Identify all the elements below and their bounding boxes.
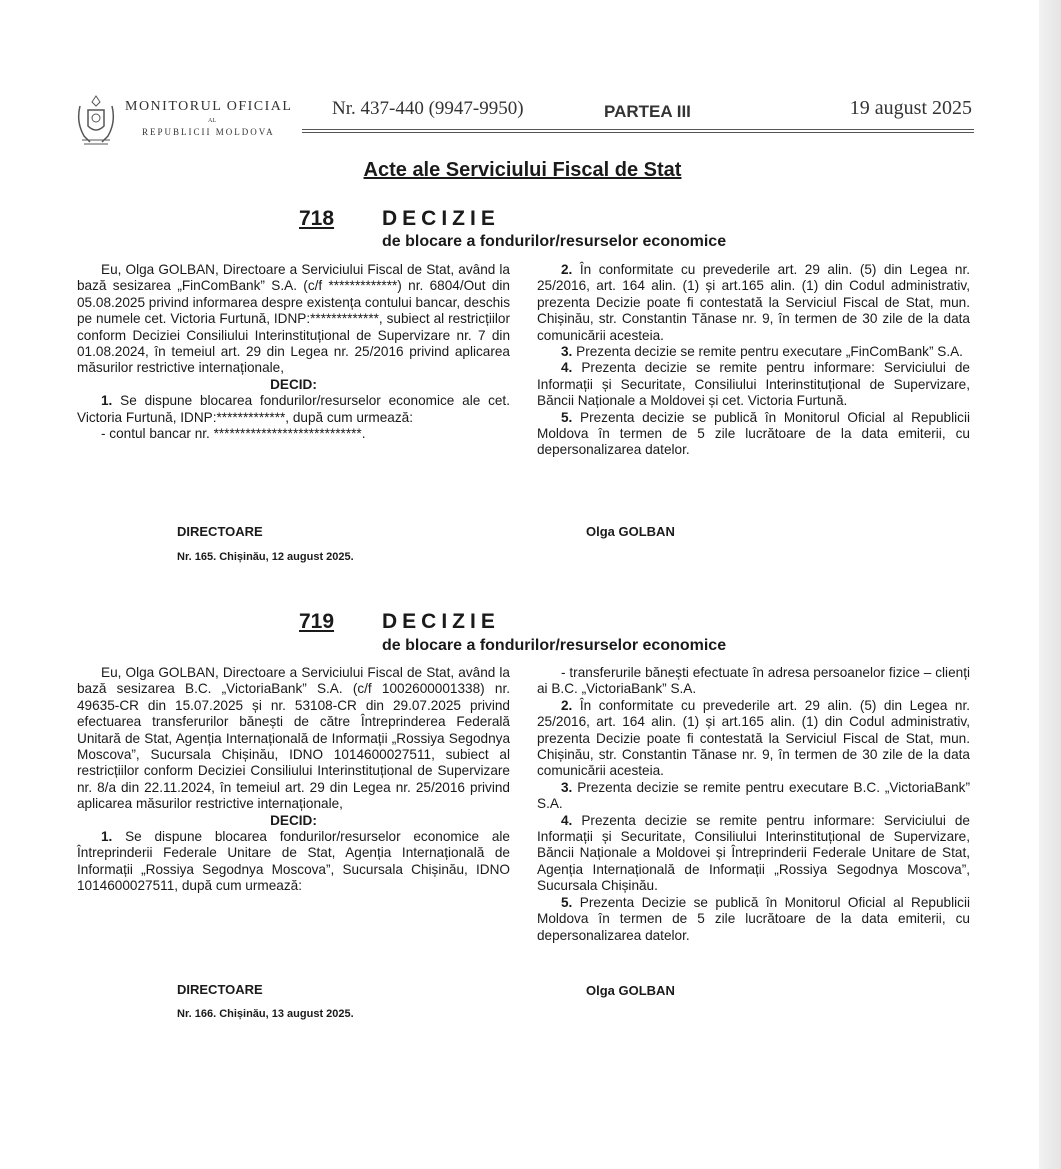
- publication-al: AL: [208, 118, 216, 124]
- list-item: - contul bancar nr. ****************************.: [101, 426, 366, 442]
- decision-subtitle: de blocare a fondurilor/resurselor economice: [382, 233, 727, 250]
- point-number: 1.: [101, 829, 113, 845]
- list-item: - transferurile bănești efectuate în adresa persoanelor fizice – clienți ai B.C. „VictoriaBank” S.A.: [537, 665, 970, 697]
- signer-title: DIRECTOARE: [177, 982, 263, 997]
- intro-paragraph: Eu, Olga GOLBAN, Directoare a Serviciului Fiscal de Stat, având la bază sesizarea B.C. „VictoriaBank” S.A. (c/f 1002600001338) nr. 49635-CR din 15.07.2025 și nr. 53108-CR din 29.07.2025 privind efectuarea transferurilor bănești de către Întreprinderea Federală Unitară de Stat, Agenția Internațională de Informații „Rossiya Segodnya Moscova”, Sucursala Chișinău, IDNO 1014600027511, subiect al restricțiilor conform Deciziei Consiliului Interinstituțional de Supervizare nr. 8/a din 22.11.2024, în temeiul art. 29 din Legea nr. 25/2016 privind aplicarea măsurilor restrictive internaționale,: [77, 665, 510, 812]
- decision-718-left-column: [77, 262, 510, 442]
- point-number: 4.: [561, 812, 573, 828]
- point-3: [537, 344, 970, 360]
- point-text: Prezenta decizie se remite pentru informare: Serviciului de Informații și Securitate, Consiliului Interinstituțional de Supervizare, Băncii Naționale a Moldovei și cet. Victoria Furtună.: [537, 360, 970, 409]
- point-text: Prezenta decizie se remite pentru executare B.C. „VictoriaBank” S.A.: [537, 779, 970, 812]
- point-1: [77, 393, 510, 426]
- signer-title: DIRECTOARE: [177, 524, 263, 539]
- decision-719-right-column: [537, 665, 970, 944]
- page-header: [74, 92, 974, 152]
- point-number: 3.: [561, 344, 573, 360]
- point-text: În conformitate cu prevederile art. 29 alin. (5) din Legea nr. 25/2016, art. 164 alin. (1) și art.165 alin. (1) din Codul administrativ, prezenta Decizie poate fi contestată la Serviciul Fiscal de Stat, mun. Chișinău, str. Constantin Tănase nr. 9, în termen de 30 zile de la data comunicării acesteia.: [537, 697, 970, 779]
- point-text: Prezenta decizie se publică în Monitorul Oficial al Republicii Moldova în termen de 5 zile lucrătoare de la data emiterii, cu depersonalizarea datelor.: [537, 409, 970, 458]
- point-number: 4.: [561, 360, 573, 376]
- moldova-coat-of-arms-icon: [74, 92, 118, 148]
- point-3: [537, 780, 970, 813]
- signer-name: Olga GOLBAN: [586, 524, 675, 539]
- decision-footer: Nr. 166. Chișinău, 13 august 2025.: [177, 1008, 354, 1020]
- point-2: [537, 262, 970, 344]
- publication-country: REPUBLICII MOLDOVA: [142, 127, 275, 137]
- point-text: Prezenta decizie se remite pentru executare „FinComBank” S.A.: [576, 344, 963, 360]
- decision-subtitle: de blocare a fondurilor/resurselor economice: [382, 637, 727, 654]
- section-title: Acte ale Serviciului Fiscal de Stat: [363, 159, 682, 181]
- point-text: În conformitate cu prevederile art. 29 alin. (5) din Legea nr. 25/2016, art. 164 alin. (1) și art.165 alin. (1) din Codul administrativ, prezenta Decizie poate fi contestată la Serviciul Fiscal de Stat, mun. Chișinău, str. Constantin Tănase nr. 9, în termen de 30 zile de la data comunicării acesteia.: [537, 262, 970, 343]
- decision-718-right-column: [537, 262, 970, 459]
- decision-footer: Nr. 165. Chișinău, 12 august 2025.: [177, 551, 354, 563]
- point-number: 1.: [101, 393, 113, 409]
- point-text: Prezenta Decizie se publică în Monitorul Oficial al Republicii Moldova în termen de 5 zile lucrătoare de la data emiterii, cu depersonalizarea datelor.: [537, 894, 970, 943]
- point-5: [537, 410, 970, 459]
- point-number: 2.: [561, 262, 573, 277]
- point-text: Prezenta decizie se remite pentru informare: Serviciului de Informații și Securitate, Consiliului Interinstituțional de Supervizare, Băncii Naționale a Moldovei și Întreprinderii Federale Unitare de Stat, Agenția Internațională de Informații „Rossiya Segodnya Moscova”, Sucursala Chișinău.: [537, 812, 970, 894]
- publication-name: MONITORUL OFICIAL: [125, 99, 293, 114]
- point-2: [537, 698, 970, 780]
- decid-label: DECID:: [270, 376, 317, 392]
- issue-number: Nr. 437-440 (9947-9950): [332, 98, 524, 119]
- decid-label: DECID:: [270, 812, 317, 828]
- point-text: Se dispune blocarea fondurilor/resurselor economice ale Întreprinderii Federale Unitare de Stat, Agenția Internațională de Informații „Rossiya Segodnya Moscova”, Sucursala Chișinău, IDNO 1014600027511, după cum urmează:: [77, 829, 510, 894]
- point-number: 3.: [561, 779, 573, 795]
- signer-name: Olga GOLBAN: [586, 983, 675, 998]
- point-number: 5.: [561, 894, 573, 910]
- header-rule: [302, 129, 974, 133]
- point-4: [537, 360, 970, 409]
- intro-paragraph: Eu, Olga GOLBAN, Directoare a Serviciului Fiscal de Stat, având la bază sesizarea „FinComBank” S.A. (c/f *************) nr. 6804/Out din 05.08.2025 privind informarea despre existența contului bancar, deschis pe numele cet. Victoria Furtună, IDNP:*************, subiect al restricțiilor conform Deciziei Consiliului Interinstituțional de Supervizare nr. 7 din 01.08.2024, în temeiul art. 29 din Legea nr. 25/2016 privind aplicarea măsurilor restrictive internaționale,: [77, 262, 511, 376]
- point-number: 5.: [561, 409, 573, 425]
- decision-title: DECIZIE: [382, 610, 500, 633]
- decision-title: DECIZIE: [382, 207, 500, 230]
- decision-number: 719: [299, 610, 335, 633]
- part-label: PARTEA III: [604, 102, 691, 121]
- issue-date: 19 august 2025: [849, 97, 972, 119]
- point-number: 2.: [561, 697, 573, 713]
- point-4: [537, 813, 970, 895]
- decision-719-left-column: [77, 665, 510, 895]
- point-text: Se dispune blocarea fondurilor/resurselor economice ale cet. Victoria Furtună, IDNP:*************, după cum urmează:: [77, 393, 510, 425]
- decision-number: 718: [299, 207, 335, 230]
- point-1: [77, 829, 510, 895]
- point-5: [537, 895, 970, 944]
